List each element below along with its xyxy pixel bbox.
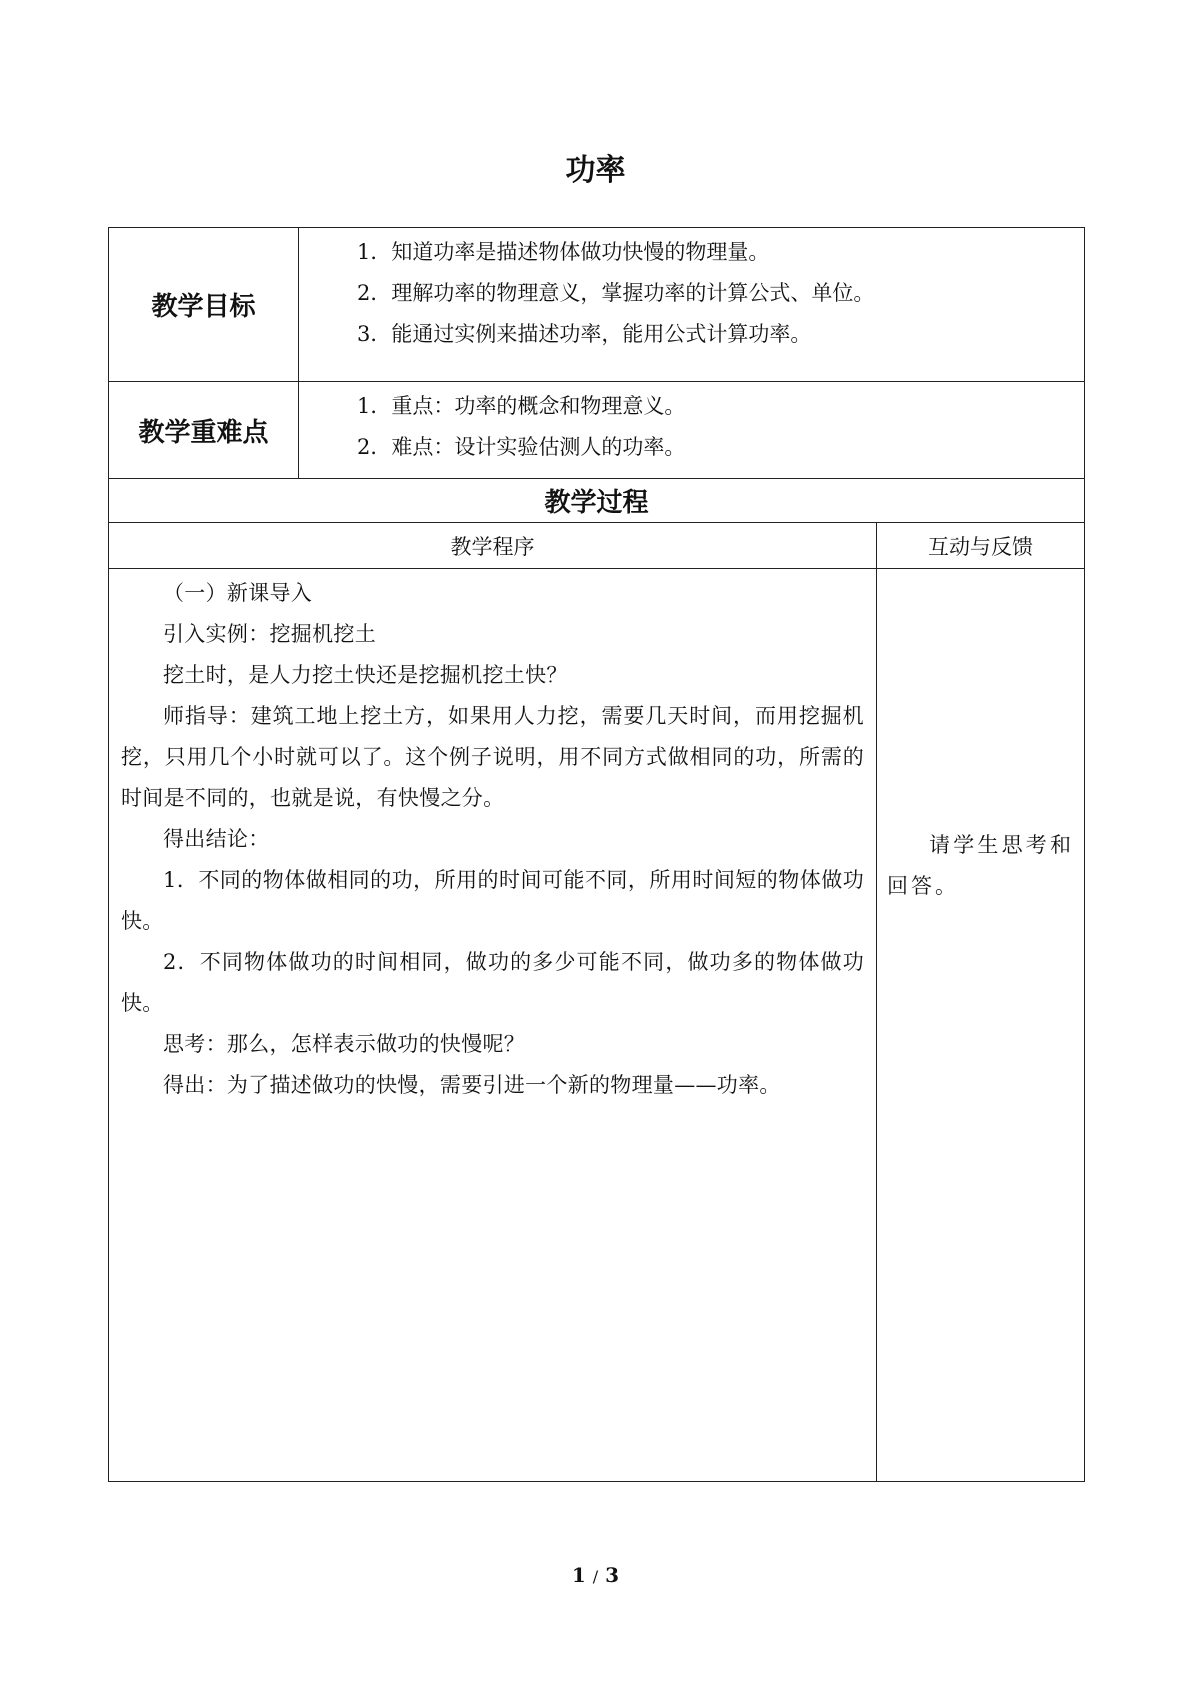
page-title: 功率 <box>565 153 626 188</box>
goals-item: 1．知道功率是描述物体做功快慢的物理量。 <box>357 240 770 264</box>
process-section-title: 教学过程 <box>109 479 1085 523</box>
procedure-content <box>109 569 877 1482</box>
process-header-row <box>109 523 1085 569</box>
procedure-paragraph: 1．不同的物体做相同的功，所用的时间可能不同，所用时间短的物体做功快。 <box>121 868 864 933</box>
procedure-paragraph: 挖土时，是人力挖土快还是挖掘机挖土快？ <box>163 663 568 687</box>
page-total: 3 <box>605 1563 620 1587</box>
procedure-paragraph: 得出：为了描述做功的快慢，需要引进一个新的物理量——功率。 <box>163 1073 781 1097</box>
page-separator: / <box>592 1567 599 1586</box>
process-section-row <box>109 479 1085 523</box>
page-number <box>0 1563 1191 1587</box>
lesson-plan-table <box>108 227 1085 1482</box>
feedback-text: 请学生思考和回答。 <box>887 833 1075 898</box>
procedure-paragraph: 引入实例：挖掘机挖土 <box>163 622 376 646</box>
procedure-paragraph: 2．不同物体做功的时间相同，做功的多少可能不同，做功多的物体做功快。 <box>121 950 864 1015</box>
key-points-label: 教学重难点 <box>109 382 299 479</box>
page-current: 1 <box>571 1563 586 1587</box>
procedure-paragraph: 思考：那么，怎样表示做功的快慢呢？ <box>163 1032 526 1056</box>
procedure-paragraph: 得出结论： <box>163 827 270 851</box>
procedure-paragraph: 师指导：建筑工地上挖土方，如果用人力挖，需要几天时间，而用挖掘机挖，只用几个小时就可以了。这个例子说明，用不同方式做相同的功，所需的时间是不同的，也就是说，有快慢之分。 <box>121 704 864 810</box>
goals-item: 3．能通过实例来描述功率，能用公式计算功率。 <box>357 322 812 346</box>
goals-label: 教学目标 <box>109 228 299 382</box>
key-points-row <box>109 382 1085 479</box>
procedure-paragraph: （一）新课导入 <box>163 581 313 605</box>
goals-item: 2．理解功率的物理意义，掌握功率的计算公式、单位。 <box>357 281 875 305</box>
goals-row <box>109 228 1085 382</box>
feedback-content <box>877 569 1085 1482</box>
goals-list <box>299 228 1085 382</box>
key-points-item: 1．重点：功率的概念和物理意义。 <box>357 394 686 418</box>
feedback-column-header: 互动与反馈 <box>877 523 1085 569</box>
key-points-list <box>299 382 1085 479</box>
procedure-column-header: 教学程序 <box>109 523 877 569</box>
key-points-item: 2．难点：设计实验估测人的功率。 <box>357 435 686 459</box>
process-body-row <box>109 569 1085 1482</box>
